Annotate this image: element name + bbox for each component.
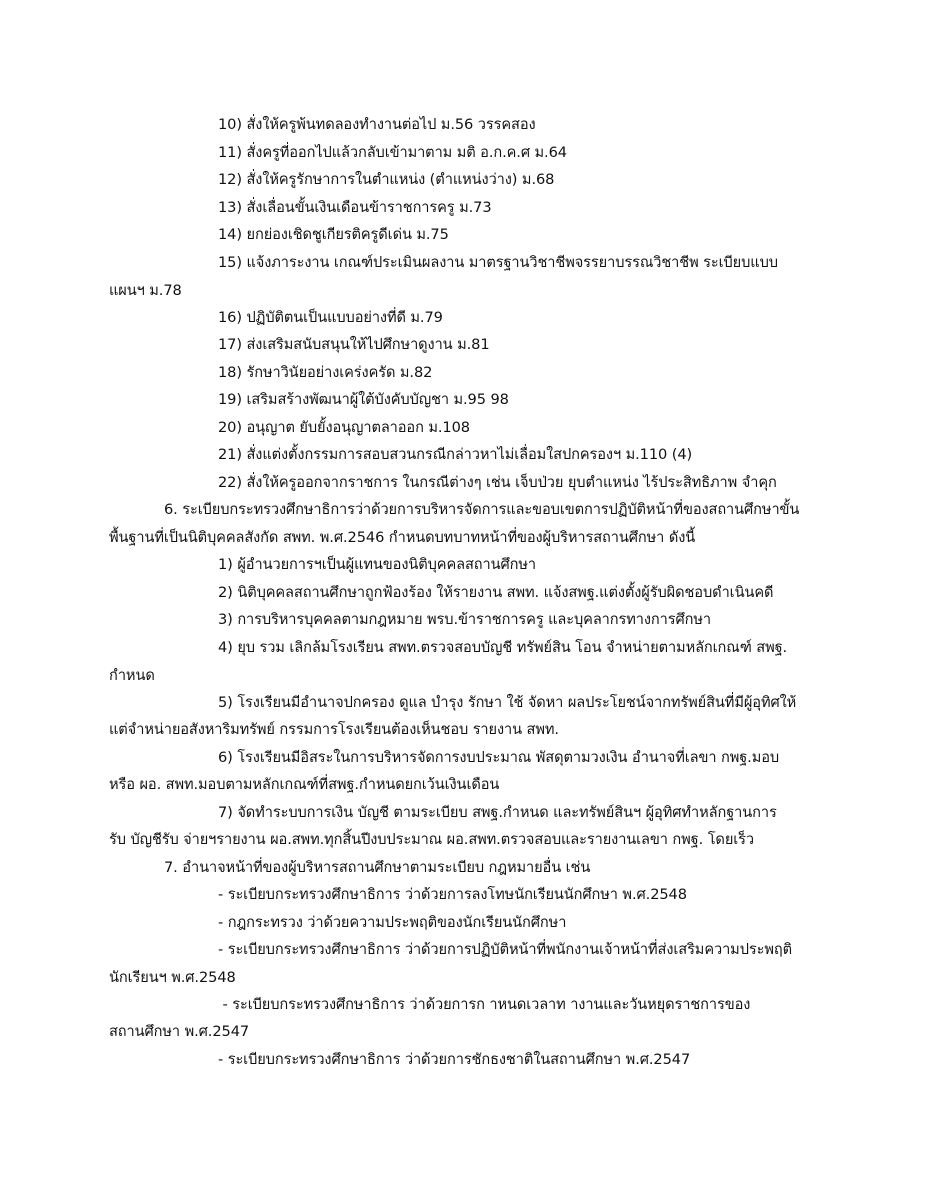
text-line: - ระเบียบกระทรวงศึกษาธิการ ว่าด้วยการปฏิบัติหน้าที่พนักงานเจ้าหน้าที่ส่งเสริมความประพฤติ	[218, 941, 792, 958]
text-line: นักเรียนฯ พ.ศ.2548	[109, 969, 236, 986]
text-line: กำหนด	[109, 667, 155, 684]
text-line: 12) สั่งให้ครูรักษาการในตำแหน่ง (ตำแหน่งว่าง) ม.68	[218, 171, 555, 188]
text-line: 1) ผู้อำนวยการฯเป็นผู้แทนของนิติบุคคลสถานศึกษา	[218, 556, 536, 573]
text-line: - กฎกระทรวง ว่าด้วยความประพฤติของนักเรียนนักศึกษา	[218, 914, 567, 931]
text-line: 7) จัดทำระบบการเงิน บัญชี ตามระเบียบ สพฐ.กำหนด และทรัพย์สินฯ ผู้อุทิศทำหลักฐานการ	[218, 804, 777, 821]
text-line: 3) การบริหารบุคคลตามกฎหมาย พรบ.ข้าราชการครู และบุคลากรทางการศึกษา	[218, 611, 711, 628]
text-line: - ระเบียบกระทรวงศึกษาธิการ ว่าด้วยการก าหนดเวลาท างานและวันหยุดราชการของ	[218, 996, 751, 1013]
text-line: 19) เสริมสร้างพัฒนาผู้ใต้บังคับบัญชา ม.95 98	[218, 391, 509, 408]
text-line: 11) สั่งครูที่ออกไปแล้วกลับเข้ามาตาม มติ อ.ก.ค.ศ ม.64	[218, 144, 567, 161]
text-line: 15) แจ้งภาระงาน เกณฑ์ประเมินผลงาน มาตรฐานวิชาชีพจรรยาบรรณวิชาชีพ ระเบียบแบบ	[218, 254, 778, 271]
text-line: 2) นิติบุคคลสถานศึกษาถูกฟ้องร้อง ให้รายงาน สพท. แจ้งสพฐ.แต่งตั้งผู้รับผิดชอบดำเนินคดี	[218, 584, 774, 601]
text-line: 18) รักษาวินัยอย่างเคร่งครัด ม.82	[218, 364, 433, 381]
text-line: แต่จำหน่ายอสังหาริมทรัพย์ กรรมการโรงเรียนต้องเห็นชอบ รายงาน สพท.	[109, 721, 559, 738]
text-line: 16) ปฏิบัติตนเป็นแบบอย่างที่ดี ม.79	[218, 309, 443, 326]
text-line: - ระเบียบกระทรวงศึกษาธิการ ว่าด้วยการชักธงชาติในสถานศึกษา พ.ศ.2547	[218, 1051, 691, 1068]
text-line: - ระเบียบกระทรวงศึกษาธิการ ว่าด้วยการลงโทษนักเรียนนักศึกษา พ.ศ.2548	[218, 886, 687, 903]
text-line: 14) ยกย่องเชิดชูเกียรติครูดีเด่น ม.75	[218, 226, 449, 243]
text-line: รับ บัญชีรับ จ่ายฯรายงาน ผอ.สพท.ทุกสิ้นปีงบประมาณ ผอ.สพท.ตรวจสอบและรายงานเลขา กพฐ. โดยเร็ว	[109, 831, 754, 848]
text-line: 20) อนุญาต ยับยั้งอนุญาตลาออก ม.108	[218, 419, 470, 436]
text-line: 6) โรงเรียนมีอิสระในการบริหารจัดการงบประมาณ พัสดุตามวงเงิน อำนาจที่เลขา กพฐ.มอบ	[218, 749, 780, 766]
section-heading: 7. อำนาจหน้าที่ของผู้บริหารสถานศึกษาตามระเบียบ กฎหมายอื่น เช่น	[164, 859, 591, 876]
text-line: 22) สั่งให้ครูออกจากราชการ ในกรณีต่างๆ เช่น เจ็บป่วย ยุบตำแหน่ง ไร้ประสิทธิภาพ จำคุก	[218, 474, 777, 491]
text-line: 13) สั่งเลื่อนขั้นเงินเดือนข้าราชการครู ม.73	[218, 199, 492, 216]
text-line: 21) สั่งแต่งตั้งกรรมการสอบสวนกรณีกล่าวหาไม่เลื่อมใสปกครองฯ ม.110 (4)	[218, 446, 693, 463]
text-line: 10) สั่งให้ครูพ้นทดลองทำงานต่อไป ม.56 วรรคสอง	[218, 116, 536, 133]
text-line: 5) โรงเรียนมีอำนาจปกครอง ดูแล บำรุง รักษา ใช้ จัดหา ผลประโยชน์จากทรัพย์สินที่มีผู้อุทิศให้	[218, 694, 797, 711]
text-line: พื้นฐานที่เป็นนิติบุคคลสังกัด สพท. พ.ศ.2546 กำหนดบทบาทหน้าที่ของผู้บริหารสถานศึกษา ดังนี้	[109, 529, 696, 546]
section-heading: 6. ระเบียบกระทรวงศึกษาธิการว่าด้วยการบริหารจัดการและขอบเขตการปฏิบัติหน้าที่ของสถานศึกษาขั้น	[164, 501, 800, 518]
text-line: แผนฯ ม.78	[109, 282, 182, 299]
text-line: 17) ส่งเสริมสนับสนุนให้ไปศึกษาดูงาน ม.81	[218, 336, 490, 353]
text-line: 4) ยุบ รวม เลิกล้มโรงเรียน สพท.ตรวจสอบบัญชี ทรัพย์สิน โอน จำหน่ายตามหลักเกณฑ์ สพฐ.	[218, 639, 788, 656]
text-line: หรือ ผอ. สพท.มอบตามหลักเกณฑ์ที่สพฐ.กำหนดยกเว้นเงินเดือน	[109, 776, 500, 793]
text-line: สถานศึกษา พ.ศ.2547	[109, 1023, 250, 1040]
